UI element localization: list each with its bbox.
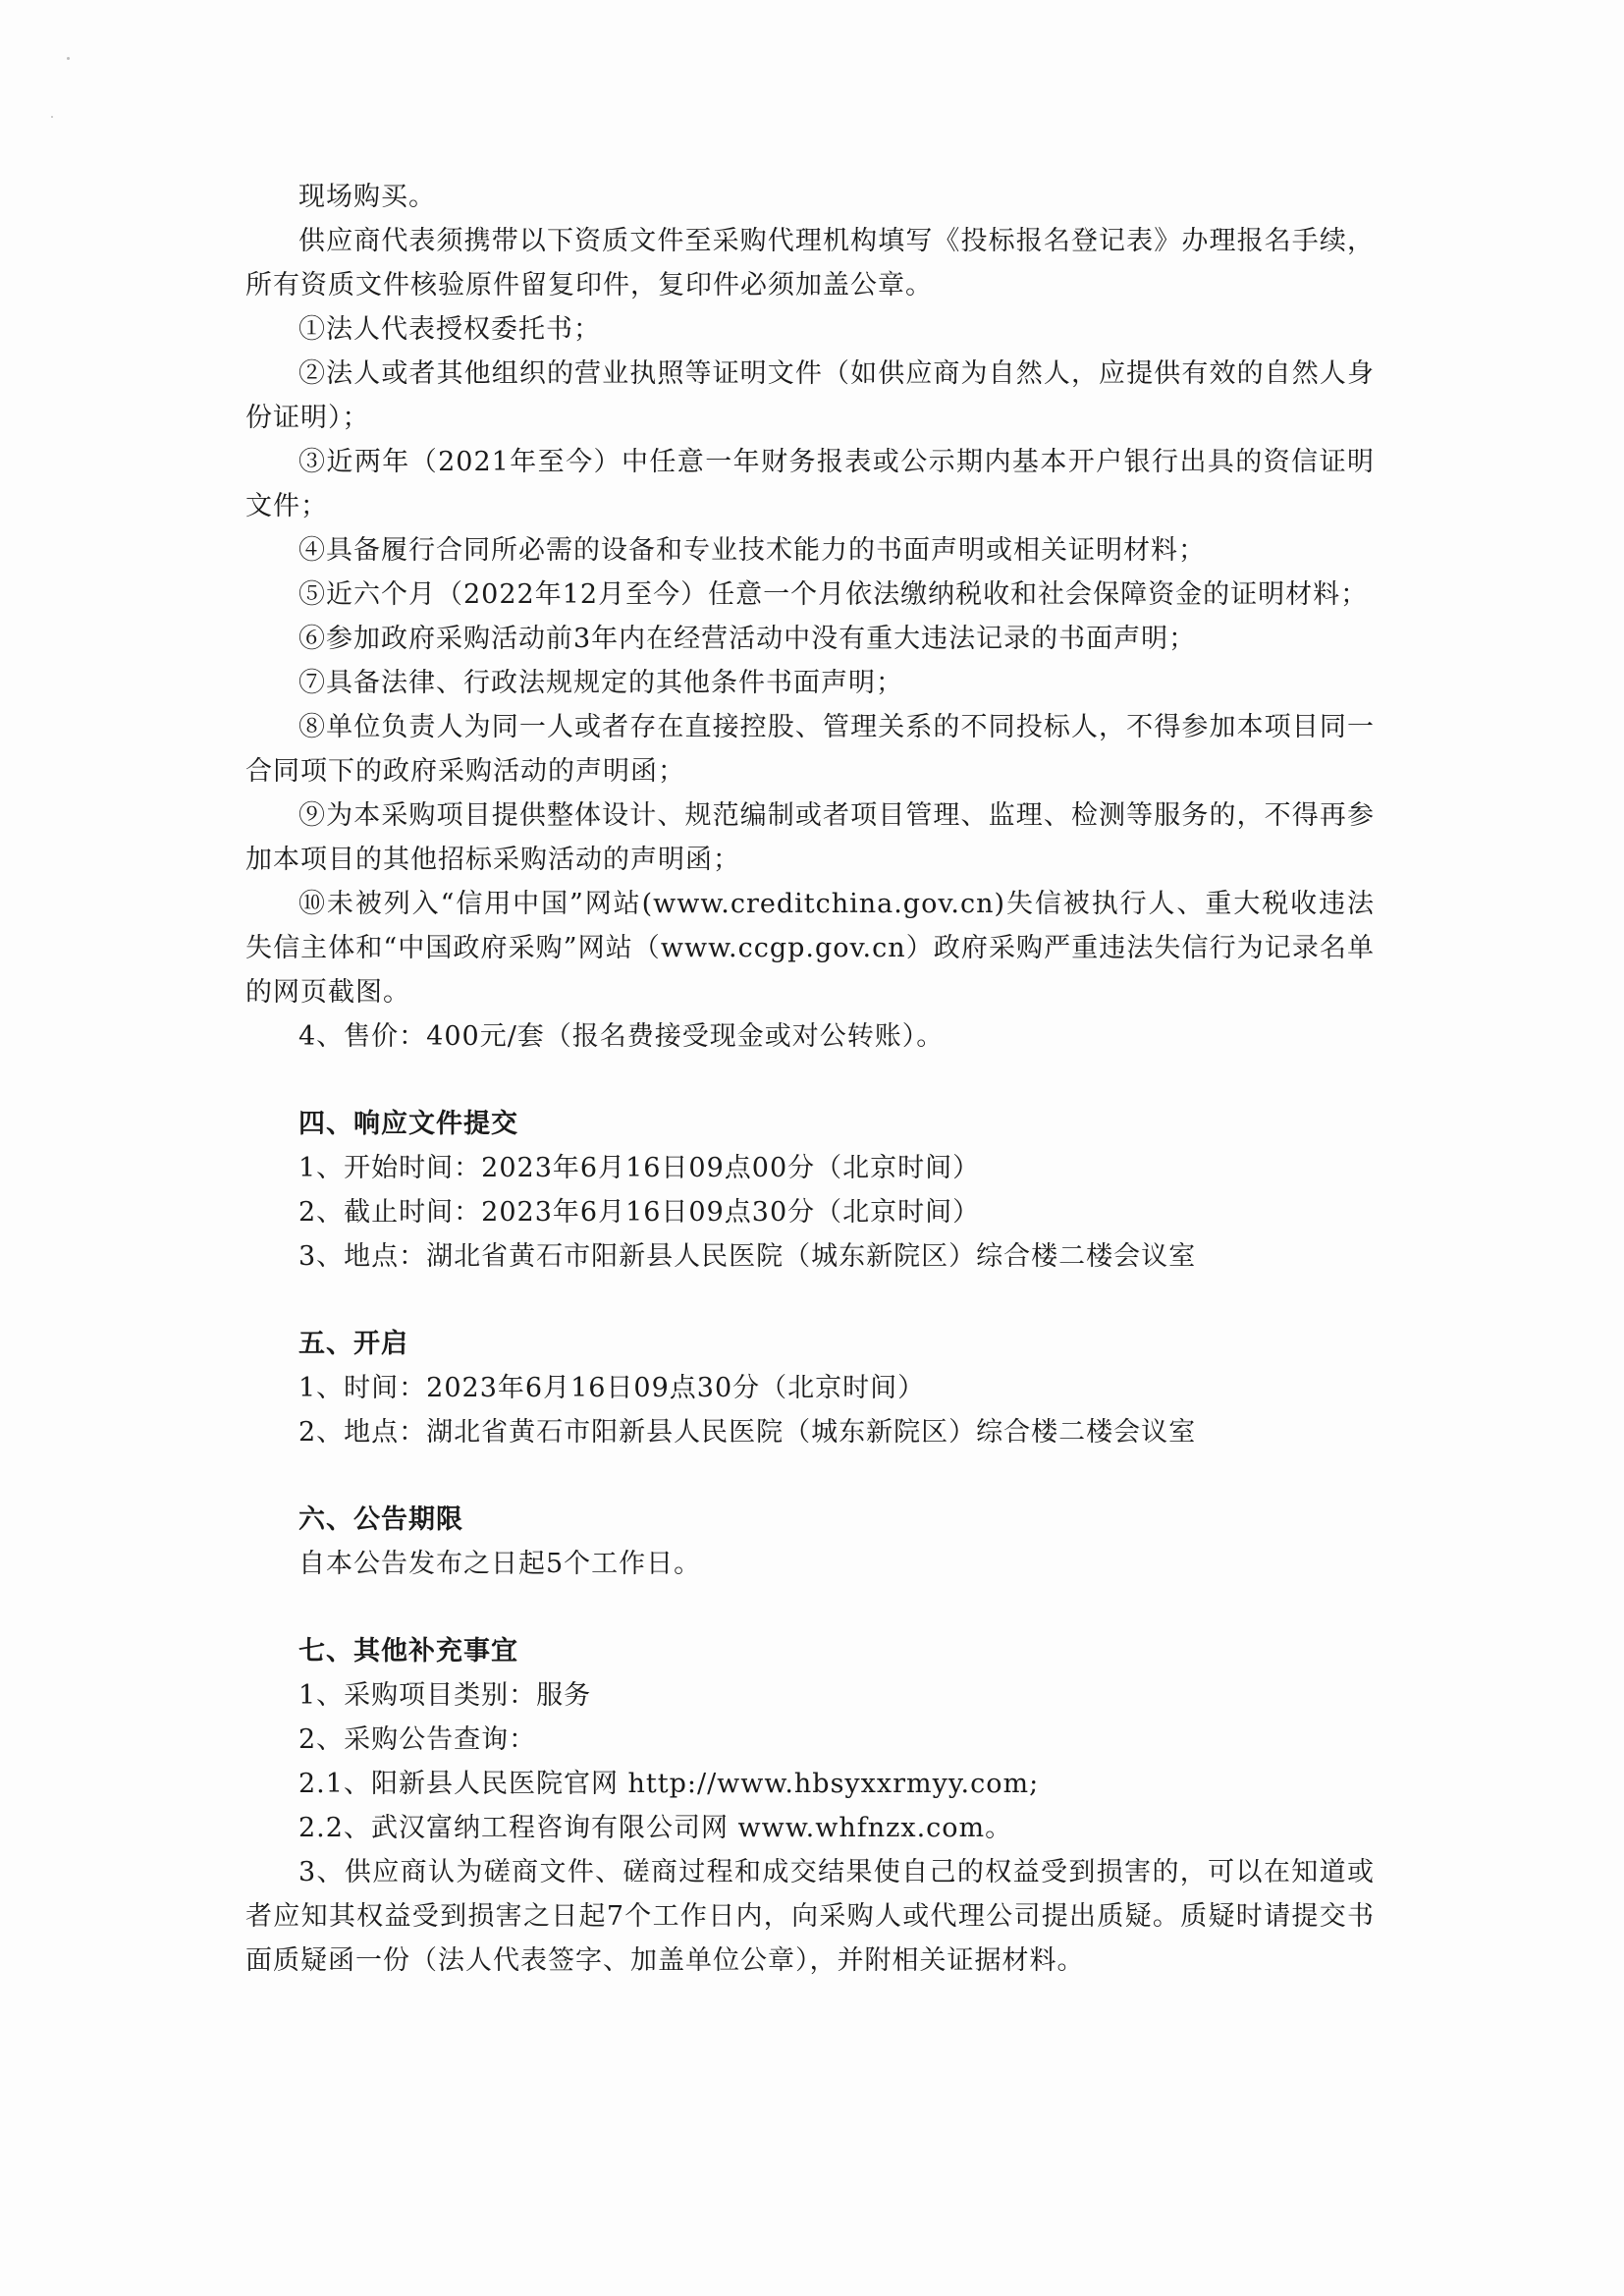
scan-speck — [67, 57, 70, 60]
list-item: ⑧单位负责人为同一人或者存在直接控股、管理关系的不同投标人，不得参加本项目同一合同项下的政府采购活动的声明函； — [245, 712, 1375, 787]
list-item: ④具备履行合同所必需的设备和专业技术能力的书面声明或相关证明材料； — [298, 535, 1206, 566]
list-item: 2、采购公告查询： — [298, 1724, 537, 1755]
list-item: ⑤近六个月（2022年12月至今）任意一个月依法缴纳税收和社会保障资金的证明材料； — [298, 579, 1369, 610]
list-item: ⑦具备法律、行政法规规定的其他条件书面声明； — [298, 668, 903, 698]
list-item: 2.2、武汉富纳工程咨询有限公司网 www.whfnzx.com。 — [298, 1813, 1013, 1843]
list-item: 2.1、阳新县人民医院官网 http://www.hbsyxxrmyy.com; — [298, 1769, 1040, 1799]
list-item: ⑩未被列入“信用中国”网站(www.creditchina.gov.cn)失信被执行人、重大税收违法失信主体和“中国政府采购”网站（www.ccgp.gov.cn）政府采购严重违法失信行为记录名单的网页截图。 — [245, 889, 1375, 1008]
price-line: 4、售价：400元/套（报名费接受现金或对公转账）。 — [298, 1021, 945, 1052]
section-heading: 六、公告期限 — [298, 1504, 463, 1535]
document-body — [245, 175, 1375, 1983]
list-item: 1、开始时间：2023年6月16日09点00分（北京时间） — [298, 1153, 981, 1183]
list-item: 1、采购项目类别：服务 — [298, 1680, 592, 1711]
list-item: 2、地点：湖北省黄石市阳新县人民医院（城东新院区）综合楼二楼会议室 — [298, 1417, 1197, 1448]
list-item: ⑨为本采购项目提供整体设计、规范编制或者项目管理、监理、检测等服务的，不得再参加本项目的其他招标采购活动的声明函； — [245, 800, 1375, 875]
section-heading: 四、响应文件提交 — [298, 1109, 518, 1139]
paragraph: 供应商代表须携带以下资质文件至采购代理机构填写《投标报名登记表》办理报名手续，所有资质文件核验原件留复印件，复印件必须加盖公章。 — [245, 226, 1375, 301]
list-item: ③近两年（2021年至今）中任意一年财务报表或公示期内基本开户银行出具的资信证明文件； — [245, 447, 1375, 521]
section-heading: 七、其他补充事宜 — [298, 1636, 518, 1667]
list-item: 2、截止时间：2023年6月16日09点30分（北京时间） — [298, 1197, 981, 1228]
list-item: 1、时间：2023年6月16日09点30分（北京时间） — [298, 1373, 926, 1403]
list-item: ⑥参加政府采购活动前3年内在经营活动中没有重大违法记录的书面声明； — [298, 624, 1197, 654]
list-item: ①法人代表授权委托书； — [298, 314, 601, 345]
list-item: ②法人或者其他组织的营业执照等证明文件（如供应商为自然人，应提供有效的自然人身份证明）； — [245, 358, 1375, 433]
list-item: 3、地点：湖北省黄石市阳新县人民医院（城东新院区）综合楼二楼会议室 — [298, 1241, 1197, 1272]
paragraph: 现场购买。 — [298, 182, 436, 212]
section-heading: 五、开启 — [298, 1329, 408, 1359]
scan-speck — [51, 116, 53, 118]
paragraph: 3、供应商认为磋商文件、磋商过程和成交结果使自己的权益受到损害的，可以在知道或者应知其权益受到损害之日起7个工作日内，向采购人或代理公司提出质疑。质疑时请提交书面质疑函一份（法人代表签字、加盖单位公章），并附相关证据材料。 — [245, 1857, 1375, 1976]
paragraph: 自本公告发布之日起5个工作日。 — [298, 1549, 702, 1579]
